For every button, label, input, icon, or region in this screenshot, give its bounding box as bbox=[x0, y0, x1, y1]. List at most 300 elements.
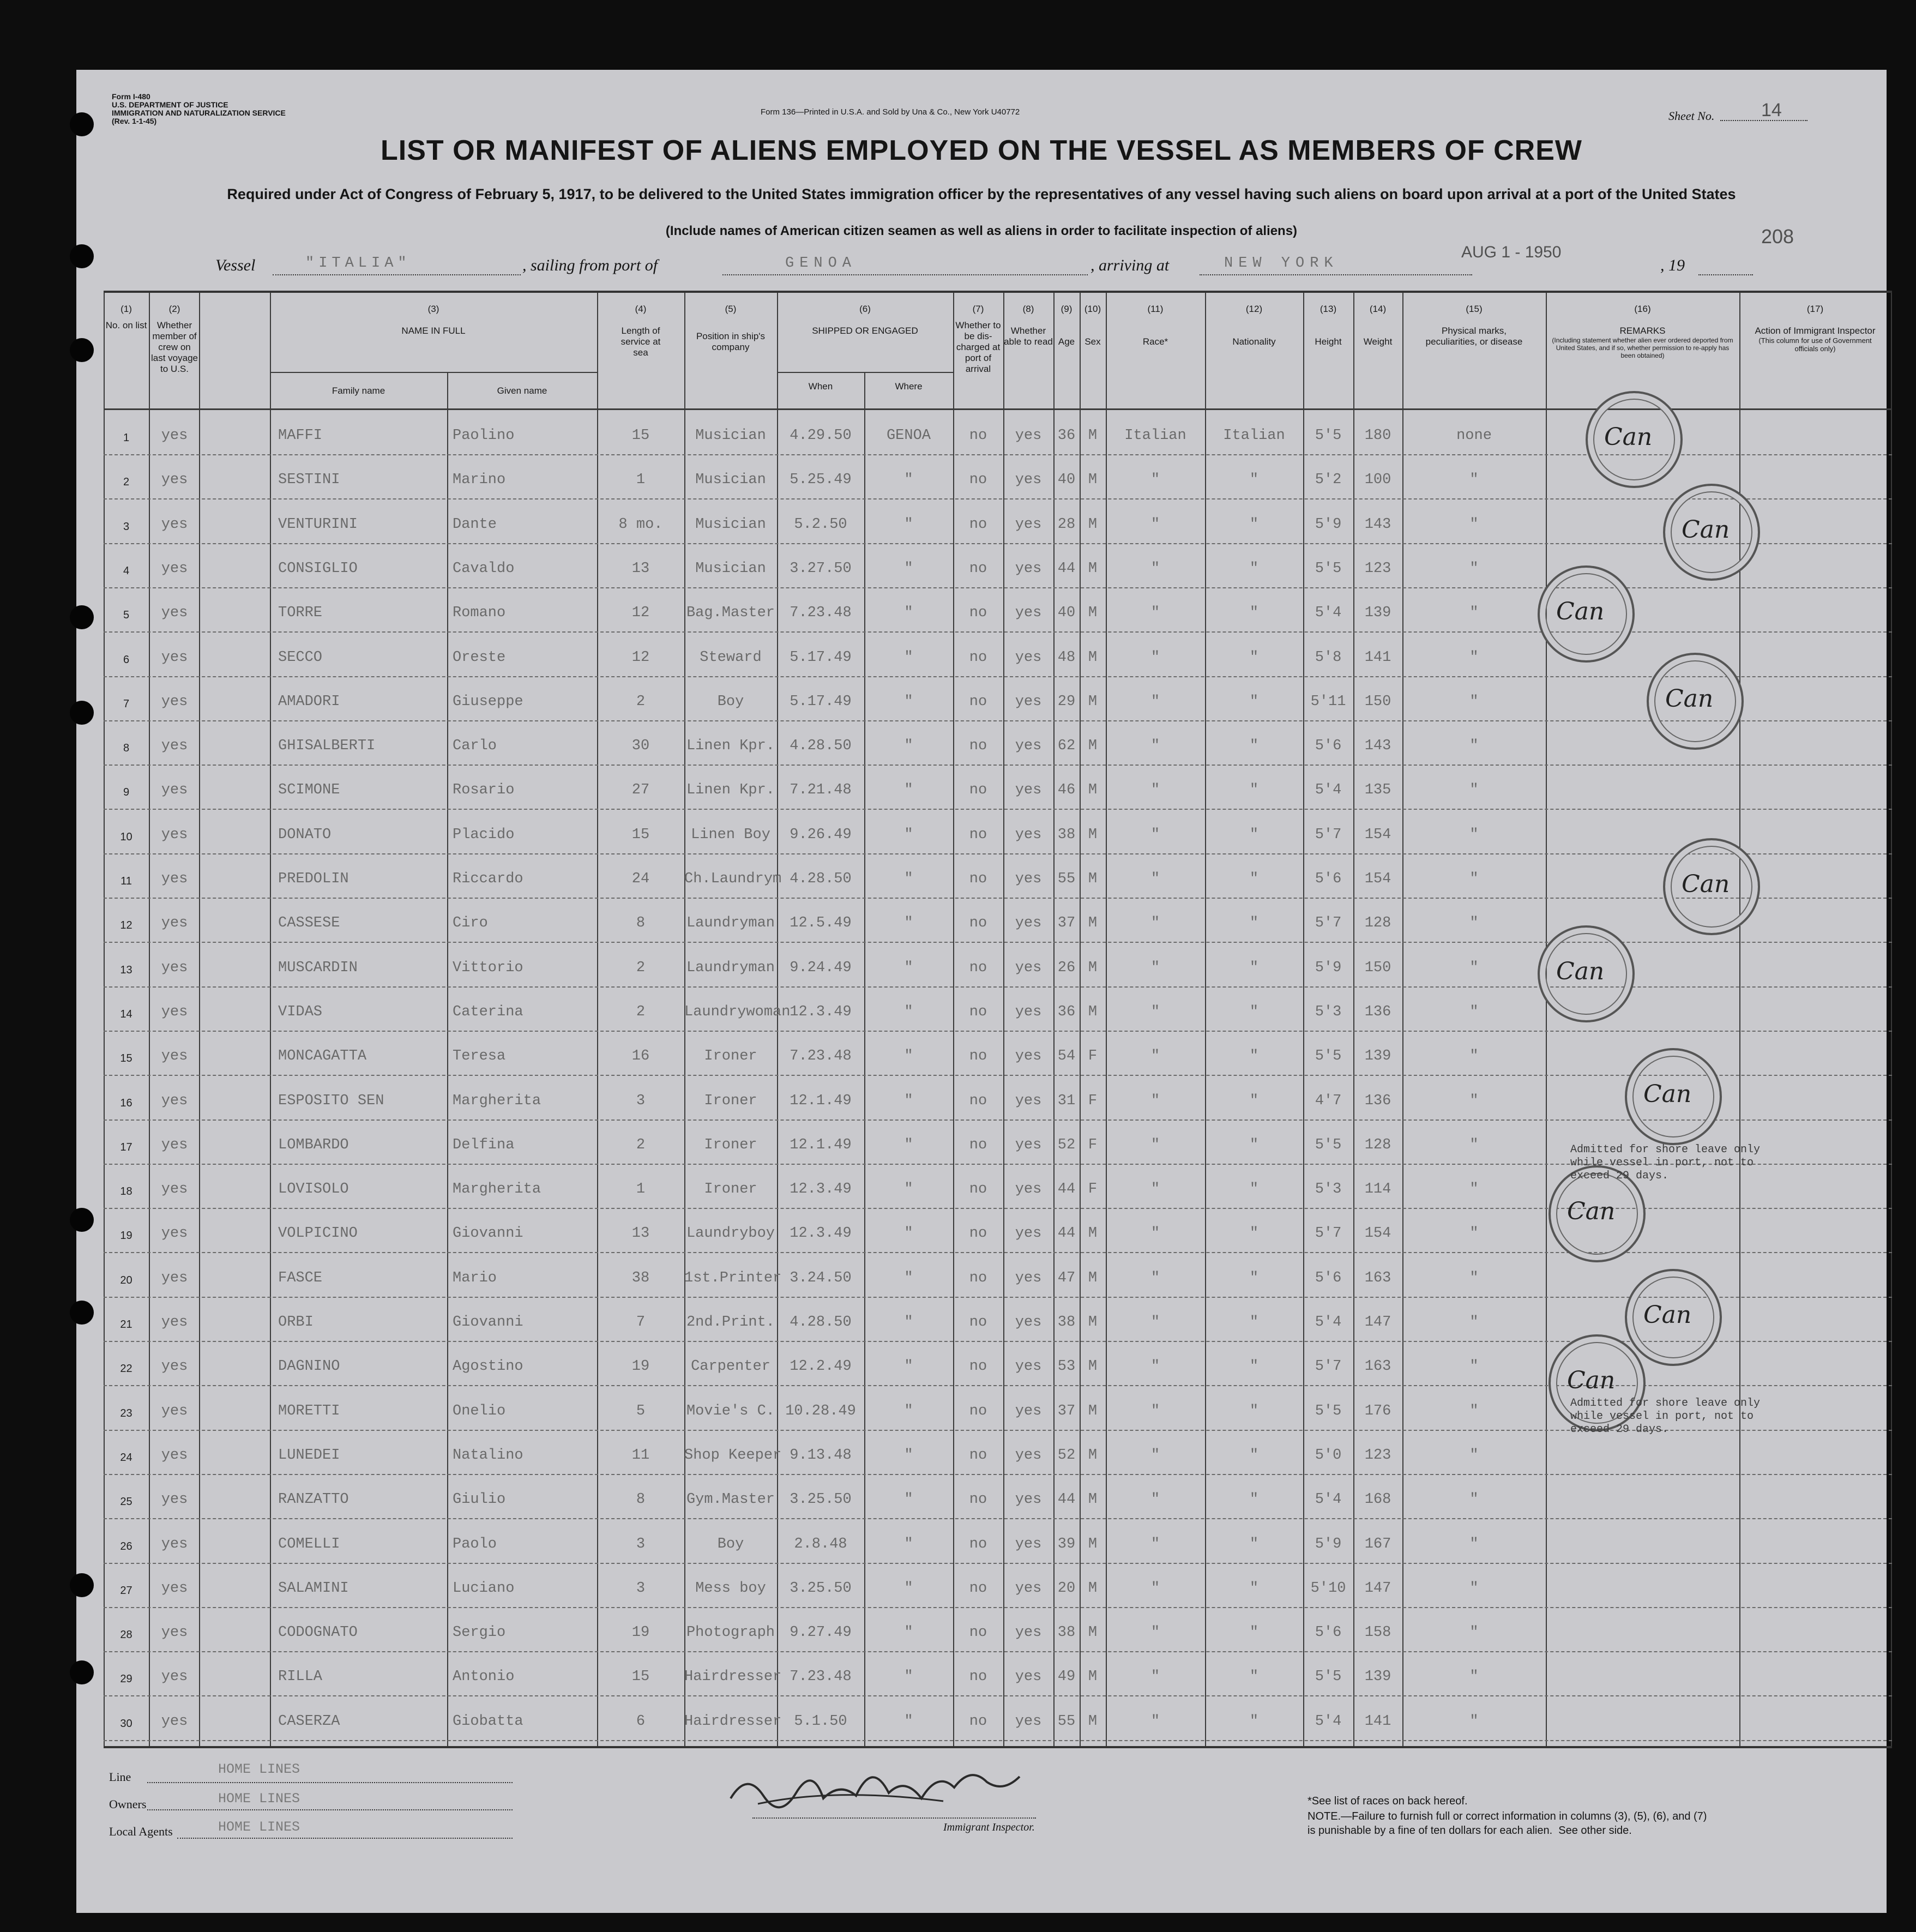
owners-rule bbox=[147, 1809, 513, 1810]
race-cell: " bbox=[1150, 1092, 1160, 1109]
service-cell: 3 bbox=[636, 1580, 646, 1597]
marks-cell: " bbox=[1469, 1092, 1479, 1109]
given-name-cell: Placido bbox=[453, 826, 515, 843]
family-name-cell: RANZATTO bbox=[278, 1491, 349, 1508]
position-cell: Ironer bbox=[704, 1092, 757, 1109]
service-cell: 38 bbox=[631, 1269, 650, 1286]
weight-cell: 135 bbox=[1364, 782, 1391, 799]
col-nationality-header: (12) Nationality bbox=[1232, 304, 1276, 347]
position-cell: Boy bbox=[717, 1536, 744, 1552]
shipped-when-cell: 7.23.48 bbox=[790, 1048, 852, 1065]
family-name-cell: LUNEDEI bbox=[278, 1447, 340, 1464]
service-cell: 3 bbox=[636, 1092, 646, 1109]
weight-cell: 150 bbox=[1364, 959, 1391, 976]
shipped-when-cell: 12.2.49 bbox=[790, 1358, 852, 1375]
nationality-cell: " bbox=[1249, 472, 1259, 489]
given-name-cell: Antonio bbox=[453, 1669, 515, 1686]
marks-cell: none bbox=[1456, 428, 1492, 444]
discharged-cell: no bbox=[969, 1136, 987, 1153]
page-subnote: (Include names of American citizen seamen as well as aliens in order to facilitate inspection of aliens) bbox=[665, 224, 1298, 238]
family-name-cell: ESPOSITO SEN bbox=[278, 1092, 384, 1109]
nationality-cell: " bbox=[1249, 1314, 1259, 1331]
owners-label: Owners bbox=[109, 1797, 147, 1811]
weight-cell: 128 bbox=[1364, 1136, 1391, 1153]
shipped-where-cell: " bbox=[904, 959, 913, 976]
age-cell: 44 bbox=[1057, 1181, 1076, 1198]
row-number: 1 bbox=[123, 432, 130, 444]
nationality-cell: " bbox=[1249, 1225, 1259, 1242]
given-name-cell: Giuseppe bbox=[453, 693, 523, 710]
weight-cell: 180 bbox=[1364, 428, 1391, 444]
shipped-where-cell: " bbox=[904, 1314, 913, 1331]
sex-cell: M bbox=[1088, 738, 1098, 755]
row-number: 22 bbox=[120, 1363, 132, 1375]
port-from-line bbox=[722, 274, 1088, 275]
marks-cell: " bbox=[1469, 1536, 1479, 1552]
read-cell: yes bbox=[1015, 1447, 1042, 1464]
shipped-where-cell: " bbox=[904, 1225, 913, 1242]
height-cell: 5'11 bbox=[1310, 693, 1346, 710]
binder-hole bbox=[70, 701, 94, 725]
crew-cell: yes bbox=[161, 1669, 188, 1686]
discharged-cell: no bbox=[969, 1447, 987, 1464]
col-given-header: Given name bbox=[497, 386, 547, 396]
marks-cell: " bbox=[1469, 738, 1479, 755]
shipped-when-cell: 3.24.50 bbox=[790, 1269, 852, 1286]
family-name-cell: SESTINI bbox=[278, 472, 340, 489]
shipped-where-cell: " bbox=[904, 738, 913, 755]
discharged-cell: no bbox=[969, 1358, 987, 1375]
service-cell: 19 bbox=[631, 1358, 650, 1375]
sheet-label: Sheet No. bbox=[1668, 109, 1715, 123]
row-number: 26 bbox=[120, 1540, 132, 1552]
age-cell: 39 bbox=[1057, 1536, 1076, 1552]
discharged-cell: no bbox=[969, 1003, 987, 1020]
col-where-header: Where bbox=[895, 381, 923, 392]
shipped-when-cell: 12.3.49 bbox=[790, 1003, 852, 1020]
given-name-cell: Agostino bbox=[453, 1358, 523, 1375]
position-cell: Photograph bbox=[686, 1624, 775, 1641]
given-name-cell: Riccardo bbox=[453, 871, 523, 887]
shipped-when-cell: 12.3.49 bbox=[790, 1225, 852, 1242]
sex-cell: M bbox=[1088, 1269, 1098, 1286]
discharged-cell: no bbox=[969, 1403, 987, 1419]
height-cell: 5'5 bbox=[1315, 428, 1342, 444]
shipped-where-cell: " bbox=[904, 1358, 913, 1375]
discharged-cell: no bbox=[969, 1491, 987, 1508]
sex-cell: F bbox=[1088, 1136, 1098, 1153]
nationality-cell: " bbox=[1249, 1491, 1259, 1508]
crew-cell: yes bbox=[161, 516, 188, 533]
height-cell: 5'3 bbox=[1315, 1003, 1342, 1020]
service-cell: 13 bbox=[631, 1225, 650, 1242]
shore-leave-remark: Admitted for shore leave only while vessel in port, not to exceed 29 days. bbox=[1570, 1143, 1761, 1182]
nationality-cell: " bbox=[1249, 605, 1259, 622]
discharged-cell: no bbox=[969, 1269, 987, 1286]
table-row bbox=[104, 1651, 1892, 1696]
penalty-note: NOTE.—Failure to furnish full or correct information in columns (3), (5), (6), and (7) is punishable by a fine of ten dollars for each alien. See other side. bbox=[1308, 1810, 1707, 1837]
consulate-stamp: Can bbox=[1538, 925, 1635, 1022]
given-name-cell: Delfina bbox=[453, 1136, 515, 1153]
vessel-line bbox=[273, 274, 521, 275]
nationality-cell: " bbox=[1249, 1136, 1259, 1153]
given-name-cell: Giovanni bbox=[453, 1225, 523, 1242]
height-cell: 5'9 bbox=[1315, 959, 1342, 976]
read-cell: yes bbox=[1015, 605, 1042, 622]
height-cell: 5'7 bbox=[1315, 915, 1342, 932]
crew-cell: yes bbox=[161, 1536, 188, 1552]
race-cell: " bbox=[1150, 1491, 1160, 1508]
shipped-when-cell: 7.23.48 bbox=[790, 605, 852, 622]
service-cell: 16 bbox=[631, 1048, 650, 1065]
sex-cell: M bbox=[1088, 1358, 1098, 1375]
row-number: 4 bbox=[123, 564, 130, 577]
race-cell: " bbox=[1150, 1403, 1160, 1419]
service-cell: 2 bbox=[636, 693, 646, 710]
read-cell: yes bbox=[1015, 826, 1042, 843]
weight-cell: 139 bbox=[1364, 605, 1391, 622]
consulate-stamp: Can bbox=[1647, 653, 1744, 750]
row-number: 11 bbox=[120, 875, 132, 887]
sex-cell: F bbox=[1088, 1092, 1098, 1109]
consulate-stamp: Can bbox=[1663, 484, 1760, 581]
sex-cell: M bbox=[1088, 1003, 1098, 1020]
table-row bbox=[104, 499, 1892, 544]
crew-cell: yes bbox=[161, 1358, 188, 1375]
nationality-cell: " bbox=[1249, 1624, 1259, 1641]
table-row bbox=[104, 1253, 1892, 1298]
marks-cell: " bbox=[1469, 1580, 1479, 1597]
family-name-cell: MORETTI bbox=[278, 1403, 340, 1419]
service-cell: 2 bbox=[636, 1003, 646, 1020]
discharged-cell: no bbox=[969, 871, 987, 887]
height-cell: 5'0 bbox=[1315, 1447, 1342, 1464]
height-cell: 5'4 bbox=[1315, 782, 1342, 799]
row-number: 6 bbox=[123, 653, 130, 666]
read-cell: yes bbox=[1015, 1003, 1042, 1020]
shipped-where-cell: GENOA bbox=[886, 428, 931, 444]
position-cell: Musician bbox=[695, 472, 766, 489]
race-cell: " bbox=[1150, 1358, 1160, 1375]
race-cell: " bbox=[1150, 1536, 1160, 1552]
age-cell: 36 bbox=[1057, 1003, 1076, 1020]
service-cell: 8 bbox=[636, 1491, 646, 1508]
weight-cell: 136 bbox=[1364, 1003, 1391, 1020]
table-row bbox=[104, 1563, 1892, 1608]
row-number: 5 bbox=[123, 609, 130, 622]
age-cell: 44 bbox=[1057, 560, 1076, 577]
marks-cell: " bbox=[1469, 1447, 1479, 1464]
crew-cell: yes bbox=[161, 1314, 188, 1331]
shipped-when-cell: 3.25.50 bbox=[790, 1580, 852, 1597]
family-name-cell: LOMBARDO bbox=[278, 1136, 349, 1153]
height-cell: 4'7 bbox=[1315, 1092, 1342, 1109]
line-label: Line bbox=[109, 1770, 131, 1784]
nationality-cell: " bbox=[1249, 1713, 1259, 1730]
height-cell: 5'6 bbox=[1315, 738, 1342, 755]
family-name-cell: AMADORI bbox=[278, 693, 340, 710]
discharged-cell: no bbox=[969, 1669, 987, 1686]
position-cell: Ch.Laundrym bbox=[684, 871, 782, 887]
discharged-cell: no bbox=[969, 782, 987, 799]
binder-hole bbox=[70, 605, 94, 629]
service-cell: 2 bbox=[636, 1136, 646, 1153]
sex-cell: M bbox=[1088, 871, 1098, 887]
age-cell: 44 bbox=[1057, 1225, 1076, 1242]
shipped-where-cell: " bbox=[904, 1048, 913, 1065]
age-cell: 46 bbox=[1057, 782, 1076, 799]
weight-cell: 147 bbox=[1364, 1580, 1391, 1597]
sheet-number: 14 bbox=[1761, 100, 1782, 121]
consulate-stamp: Can bbox=[1663, 838, 1760, 935]
family-name-cell: SCIMONE bbox=[278, 782, 340, 799]
binder-hole bbox=[70, 1660, 94, 1684]
service-cell: 8 bbox=[636, 915, 646, 932]
family-name-cell: CASSESE bbox=[278, 915, 340, 932]
read-cell: yes bbox=[1015, 915, 1042, 932]
given-name-cell: Sergio bbox=[453, 1624, 506, 1641]
weight-cell: 139 bbox=[1364, 1669, 1391, 1686]
nationality-cell: " bbox=[1249, 1669, 1259, 1686]
race-cell: " bbox=[1150, 1048, 1160, 1065]
service-cell: 27 bbox=[631, 782, 650, 799]
shipped-when-cell: 5.2.50 bbox=[794, 516, 847, 533]
col-weight-header: (14) Weight bbox=[1363, 304, 1393, 347]
sex-cell: M bbox=[1088, 1536, 1098, 1552]
nationality-cell: " bbox=[1249, 871, 1259, 887]
marks-cell: " bbox=[1469, 693, 1479, 710]
race-cell: " bbox=[1150, 1447, 1160, 1464]
crew-cell: yes bbox=[161, 1403, 188, 1419]
read-cell: yes bbox=[1015, 1181, 1042, 1198]
shipped-when-cell: 4.28.50 bbox=[790, 738, 852, 755]
nationality-cell: " bbox=[1249, 1181, 1259, 1198]
race-cell: " bbox=[1150, 1669, 1160, 1686]
given-name-cell: Onelio bbox=[453, 1403, 506, 1419]
row-number: 10 bbox=[120, 830, 132, 843]
sex-cell: M bbox=[1088, 693, 1098, 710]
col-service-header: (4) Length of service at sea bbox=[620, 304, 661, 358]
table-row bbox=[104, 1607, 1892, 1652]
race-cell: " bbox=[1150, 693, 1160, 710]
read-cell: yes bbox=[1015, 1536, 1042, 1552]
family-name-cell: MUSCARDIN bbox=[278, 959, 358, 976]
sex-cell: M bbox=[1088, 1225, 1098, 1242]
height-cell: 5'6 bbox=[1315, 1624, 1342, 1641]
discharged-cell: no bbox=[969, 1048, 987, 1065]
marks-cell: " bbox=[1469, 871, 1479, 887]
nationality-cell: " bbox=[1249, 560, 1259, 577]
height-cell: 5'7 bbox=[1315, 1225, 1342, 1242]
marks-cell: " bbox=[1469, 1314, 1479, 1331]
row-number: 3 bbox=[123, 520, 130, 533]
shipped-where-cell: " bbox=[904, 693, 913, 710]
vessel-name: "ITALIA" bbox=[305, 255, 411, 272]
weight-cell: 163 bbox=[1364, 1269, 1391, 1286]
shipped-where-cell: " bbox=[904, 1003, 913, 1020]
discharged-cell: no bbox=[969, 738, 987, 755]
discharged-cell: no bbox=[969, 605, 987, 622]
position-cell: Gym.Master bbox=[686, 1491, 775, 1508]
read-cell: yes bbox=[1015, 516, 1042, 533]
marks-cell: " bbox=[1469, 782, 1479, 799]
service-cell: 24 bbox=[631, 871, 650, 887]
read-cell: yes bbox=[1015, 1092, 1042, 1109]
position-cell: Movie's C. bbox=[686, 1403, 775, 1419]
age-cell: 38 bbox=[1057, 1314, 1076, 1331]
weight-cell: 100 bbox=[1364, 472, 1391, 489]
age-cell: 48 bbox=[1057, 649, 1076, 666]
row-number: 9 bbox=[123, 786, 130, 799]
sex-cell: M bbox=[1088, 560, 1098, 577]
position-cell: Laundrywoman bbox=[684, 1003, 791, 1020]
crew-cell: yes bbox=[161, 472, 188, 489]
read-cell: yes bbox=[1015, 1358, 1042, 1375]
age-cell: 52 bbox=[1057, 1136, 1076, 1153]
row-number: 29 bbox=[120, 1673, 132, 1686]
height-cell: 5'7 bbox=[1315, 826, 1342, 843]
race-cell: " bbox=[1150, 1269, 1160, 1286]
height-cell: 5'4 bbox=[1315, 1713, 1342, 1730]
read-cell: yes bbox=[1015, 1624, 1042, 1641]
marks-cell: " bbox=[1469, 826, 1479, 843]
sex-cell: M bbox=[1088, 915, 1098, 932]
marks-cell: " bbox=[1469, 560, 1479, 577]
nationality-cell: " bbox=[1249, 826, 1259, 843]
arrival-date-stamp: AUG 1 - 1950 bbox=[1461, 243, 1562, 261]
agents-label: Local Agents bbox=[109, 1825, 173, 1838]
read-cell: yes bbox=[1015, 428, 1042, 444]
family-name-cell: FASCE bbox=[278, 1269, 323, 1286]
table-row bbox=[104, 809, 1892, 854]
position-cell: Hairdresser bbox=[684, 1669, 782, 1686]
binder-hole bbox=[70, 1301, 94, 1325]
shipped-where-cell: " bbox=[904, 605, 913, 622]
age-cell: 36 bbox=[1057, 428, 1076, 444]
service-cell: 19 bbox=[631, 1624, 650, 1641]
inspector-label: Immigrant Inspector. bbox=[943, 1821, 1035, 1833]
consulate-stamp: Can bbox=[1625, 1269, 1722, 1366]
col-read-header: (8) Whether able to read bbox=[1004, 304, 1053, 347]
service-cell: 5 bbox=[636, 1403, 646, 1419]
given-name-cell: Giobatta bbox=[453, 1713, 523, 1730]
crew-cell: yes bbox=[161, 1269, 188, 1286]
weight-cell: 154 bbox=[1364, 826, 1391, 843]
marks-cell: " bbox=[1469, 1048, 1479, 1065]
row-number: 15 bbox=[120, 1052, 132, 1065]
crew-table bbox=[104, 291, 1892, 1748]
marks-cell: " bbox=[1469, 1624, 1479, 1641]
read-cell: yes bbox=[1015, 1225, 1042, 1242]
read-cell: yes bbox=[1015, 649, 1042, 666]
shipped-when-cell: 12.1.49 bbox=[790, 1136, 852, 1153]
position-cell: Ironer bbox=[704, 1136, 757, 1153]
page-number: 208 bbox=[1761, 225, 1794, 248]
col-race-header: (11) Race* bbox=[1142, 304, 1168, 347]
row-number: 8 bbox=[123, 742, 130, 755]
shipped-when-cell: 5.1.50 bbox=[794, 1713, 847, 1730]
read-cell: yes bbox=[1015, 1669, 1042, 1686]
shipped-where-cell: " bbox=[904, 1580, 913, 1597]
col-family-header: Family name bbox=[332, 386, 385, 396]
shipped-when-cell: 3.27.50 bbox=[790, 560, 852, 577]
read-cell: yes bbox=[1015, 1491, 1042, 1508]
race-cell: " bbox=[1150, 738, 1160, 755]
height-cell: 5'5 bbox=[1315, 1048, 1342, 1065]
age-cell: 55 bbox=[1057, 871, 1076, 887]
sex-cell: M bbox=[1088, 1491, 1098, 1508]
marks-cell: " bbox=[1469, 1181, 1479, 1198]
weight-cell: 150 bbox=[1364, 693, 1391, 710]
row-number: 2 bbox=[123, 476, 130, 489]
weight-cell: 163 bbox=[1364, 1358, 1391, 1375]
family-name-cell: RILLA bbox=[278, 1669, 323, 1686]
crew-cell: yes bbox=[161, 1003, 188, 1020]
family-name-cell: LOVISOLO bbox=[278, 1181, 349, 1198]
sex-cell: M bbox=[1088, 959, 1098, 976]
inspector-signature bbox=[725, 1749, 1031, 1820]
weight-cell: 143 bbox=[1364, 738, 1391, 755]
shipped-when-cell: 4.29.50 bbox=[790, 428, 852, 444]
read-cell: yes bbox=[1015, 560, 1042, 577]
given-name-cell: Rosario bbox=[453, 782, 515, 799]
shipped-when-cell: 4.28.50 bbox=[790, 871, 852, 887]
row-number: 25 bbox=[120, 1496, 132, 1508]
race-cell: " bbox=[1150, 1314, 1160, 1331]
crew-cell: yes bbox=[161, 1048, 188, 1065]
marks-cell: " bbox=[1469, 1136, 1479, 1153]
shipped-when-cell: 9.24.49 bbox=[790, 959, 852, 976]
nationality-cell: " bbox=[1249, 915, 1259, 932]
discharged-cell: no bbox=[969, 516, 987, 533]
age-cell: 55 bbox=[1057, 1713, 1076, 1730]
age-cell: 28 bbox=[1057, 516, 1076, 533]
shipped-where-cell: " bbox=[904, 1624, 913, 1641]
race-cell: " bbox=[1150, 1136, 1160, 1153]
race-cell: " bbox=[1150, 649, 1160, 666]
age-cell: 38 bbox=[1057, 826, 1076, 843]
age-cell: 54 bbox=[1057, 1048, 1076, 1065]
service-cell: 15 bbox=[631, 826, 650, 843]
weight-cell: 154 bbox=[1364, 871, 1391, 887]
shipped-where-cell: " bbox=[904, 472, 913, 489]
weight-cell: 147 bbox=[1364, 1314, 1391, 1331]
height-cell: 5'6 bbox=[1315, 871, 1342, 887]
shipped-when-cell: 12.3.49 bbox=[790, 1181, 852, 1198]
position-cell: 1st.Printer bbox=[684, 1269, 782, 1286]
service-cell: 1 bbox=[636, 472, 646, 489]
position-cell: Laundryman bbox=[686, 959, 775, 976]
port-to: NEW YORK bbox=[1224, 255, 1339, 272]
shipped-when-cell: 9.27.49 bbox=[790, 1624, 852, 1641]
crew-cell: yes bbox=[161, 1092, 188, 1109]
age-cell: 20 bbox=[1057, 1580, 1076, 1597]
crew-cell: yes bbox=[161, 649, 188, 666]
weight-cell: 176 bbox=[1364, 1403, 1391, 1419]
discharged-cell: no bbox=[969, 826, 987, 843]
sex-cell: F bbox=[1088, 1048, 1098, 1065]
marks-cell: " bbox=[1469, 1358, 1479, 1375]
shipped-when-cell: 5.17.49 bbox=[790, 693, 852, 710]
marks-cell: " bbox=[1469, 1713, 1479, 1730]
race-cell: " bbox=[1150, 915, 1160, 932]
row-number: 27 bbox=[120, 1584, 132, 1597]
given-name-cell: Margherita bbox=[453, 1181, 541, 1198]
crew-cell: yes bbox=[161, 826, 188, 843]
row-number: 14 bbox=[120, 1008, 132, 1020]
weight-cell: 167 bbox=[1364, 1536, 1391, 1552]
family-name-cell: CONSIGLIO bbox=[278, 560, 358, 577]
